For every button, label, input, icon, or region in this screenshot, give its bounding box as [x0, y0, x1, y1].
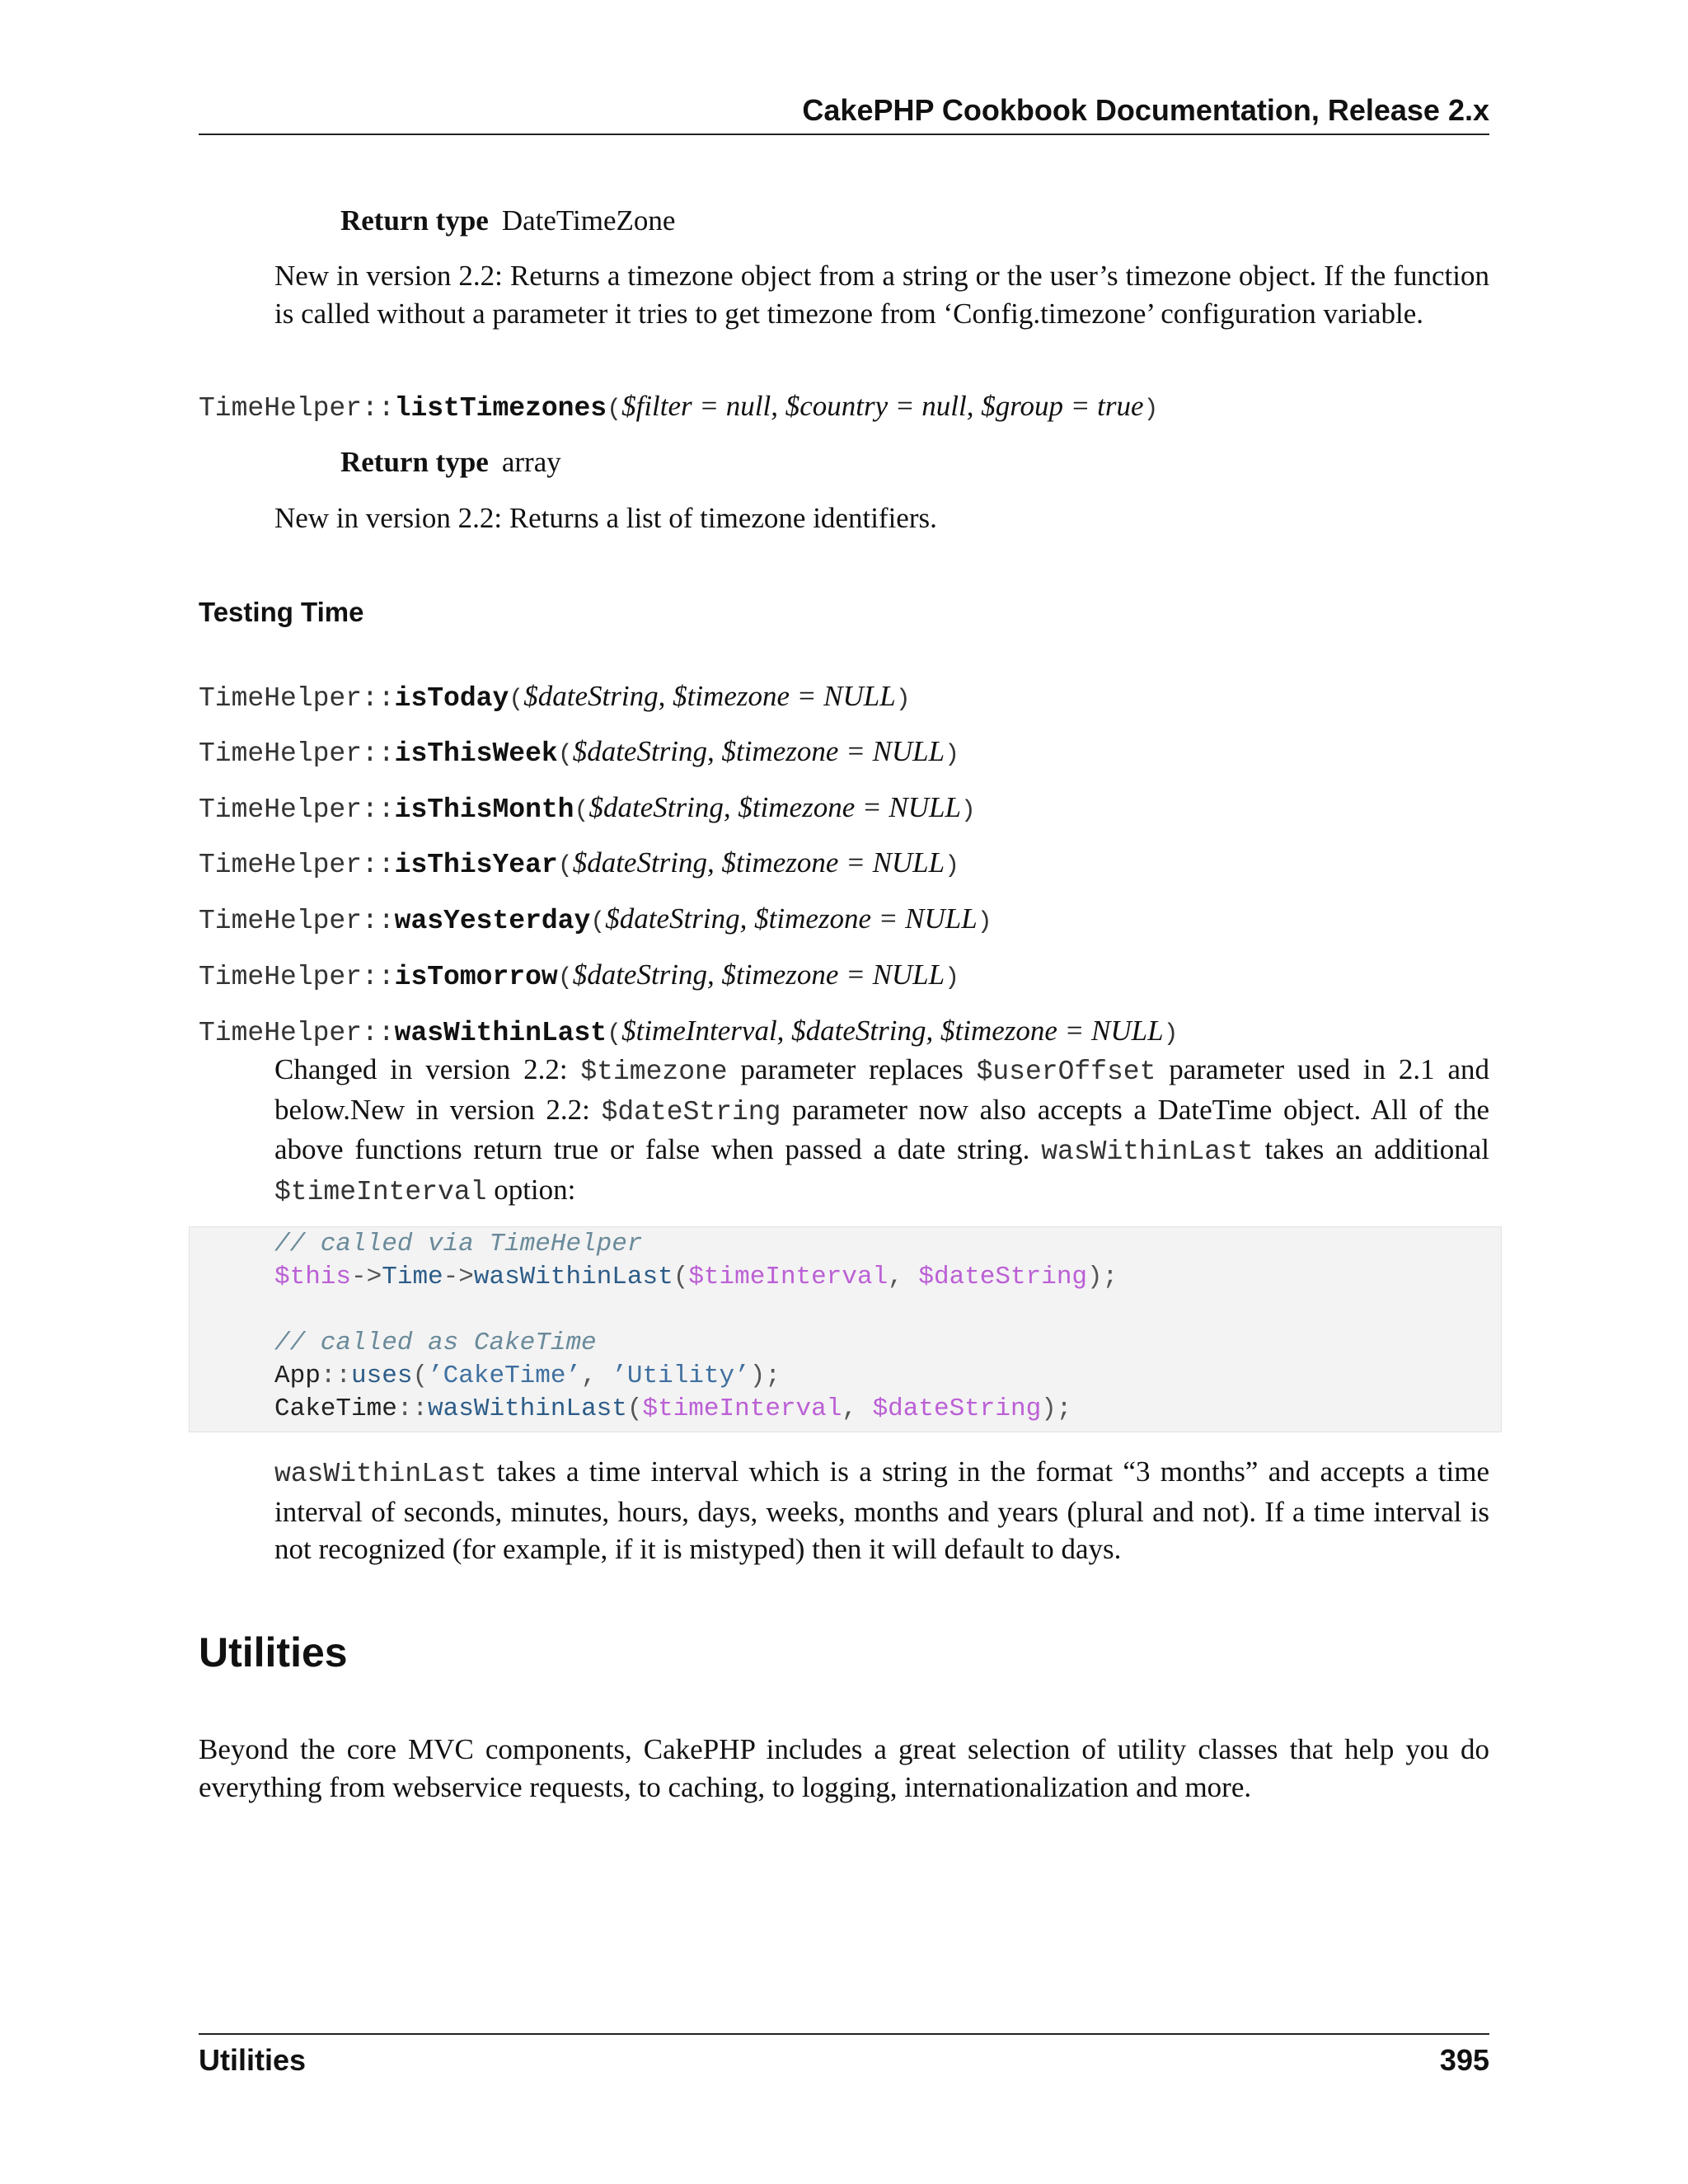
class-name: TimeHelper::: [199, 738, 395, 769]
signature-isThisMonth: [199, 789, 976, 830]
code-token: ’Utility’: [612, 1361, 750, 1390]
close-paren: ): [1163, 1020, 1179, 1048]
code-token: ,: [888, 1263, 919, 1291]
inline-code: $timeInterval: [274, 1176, 487, 1207]
code-token: ::: [396, 1394, 429, 1423]
code-line: [274, 1360, 1118, 1393]
class-name: TimeHelper::: [199, 850, 395, 880]
code-token: );: [1087, 1263, 1118, 1291]
close-paren: ): [977, 908, 992, 936]
code-token: );: [749, 1361, 781, 1390]
method-name: isTomorrow: [394, 962, 558, 992]
code-token: ->: [443, 1263, 474, 1291]
code-block-content: [274, 1228, 1118, 1426]
open-paren: (: [574, 797, 589, 825]
code-token: App: [274, 1361, 321, 1390]
signature-isThisWeek: [199, 733, 959, 774]
method-args: $dateString, $timezone = NULL: [572, 846, 945, 879]
code-line: [274, 1261, 1118, 1294]
class-name: TimeHelper::: [199, 683, 395, 714]
inline-code: $timezone: [580, 1057, 728, 1087]
return-type-label: Return type: [340, 204, 489, 237]
code-token: ,: [842, 1394, 873, 1423]
class-name: TimeHelper::: [199, 1018, 395, 1048]
code-token: $this: [274, 1263, 352, 1291]
inline-code: $dateString: [601, 1096, 781, 1127]
note-text: Changed in version 2.2:: [274, 1053, 581, 1085]
method-name: isThisYear: [394, 850, 558, 880]
code-token: wasWithinLast: [473, 1263, 673, 1291]
signature-isTomorrow: [199, 956, 959, 997]
code-token: (: [412, 1361, 429, 1390]
method-args: $dateString, $timezone = NULL: [572, 735, 945, 767]
changed-in-version-note: [274, 1051, 1489, 1211]
method-name: isToday: [394, 683, 509, 714]
signature-listTimezones: [199, 387, 1159, 429]
method-name: wasWithinLast: [394, 1018, 607, 1048]
code-line-blank: [274, 1294, 1118, 1327]
time-interval-description: [274, 1453, 1489, 1568]
code-token: (: [673, 1263, 689, 1291]
open-paren: (: [557, 741, 573, 769]
code-token: uses: [351, 1361, 413, 1390]
code-token: $timeInterval: [642, 1394, 842, 1423]
signature-wasYesterday: [199, 900, 992, 941]
code-token: (: [626, 1394, 643, 1423]
code-line: [274, 1327, 1118, 1360]
return-type-value: DateTimeZone: [501, 204, 676, 237]
note-text: parameter now also accepts a DateTime object. All of the above functions return true or false when passed a date string.: [274, 1093, 1489, 1165]
method-args: $dateString, $timezone = NULL: [588, 791, 961, 823]
signature-wasWithinLast: [199, 1012, 1179, 1053]
note-text: parameter replaces: [727, 1053, 977, 1085]
open-paren: (: [509, 686, 524, 714]
close-paren: ): [1143, 396, 1159, 424]
code-comment: // called as CakeTime: [274, 1329, 597, 1357]
inline-code: $userOffset: [976, 1057, 1156, 1087]
class-name: TimeHelper::: [199, 794, 395, 825]
code-token: $dateString: [918, 1263, 1088, 1291]
note-text: option:: [486, 1173, 576, 1206]
class-name: TimeHelper::: [199, 906, 395, 936]
method-name: isThisMonth: [394, 794, 574, 825]
open-paren: (: [607, 396, 622, 424]
code-token: ::: [320, 1361, 352, 1390]
code-token: $timeInterval: [688, 1263, 889, 1291]
code-token: wasWithinLast: [428, 1394, 627, 1423]
method-args: $dateString, $timezone = NULL: [523, 680, 896, 712]
code-token: CakeTime: [274, 1394, 397, 1423]
note-text: parameter used in 2.1 and below.New in version 2.2:: [274, 1053, 1489, 1126]
class-name: TimeHelper::: [199, 962, 395, 992]
close-paren: ): [960, 797, 976, 825]
method-name: wasYesterday: [394, 906, 591, 936]
footer-section-name: Utilities: [199, 2043, 307, 2077]
inline-code: wasWithinLast: [1041, 1137, 1254, 1167]
open-paren: (: [607, 1020, 622, 1048]
footer-rule: [199, 2033, 1489, 2035]
method-name: isThisWeek: [394, 738, 558, 769]
utilities-intro: Beyond the core MVC components, CakePHP includes a great selection of utility classes that help you do everything from webservice requests, to caching, to logging, internationalization and more.: [199, 1733, 1489, 1803]
method-args: $dateString, $timezone = NULL: [605, 902, 978, 935]
close-paren: ): [945, 964, 960, 992]
code-comment: // called via TimeHelper: [274, 1230, 643, 1258]
code-token: ->: [351, 1263, 382, 1291]
running-header: CakePHP Cookbook Documentation, Release 2.x: [802, 93, 1489, 127]
page-number: 395: [1439, 2043, 1489, 2077]
code-line: [274, 1393, 1118, 1426]
code-line: [274, 1228, 1118, 1261]
close-paren: ): [945, 741, 960, 769]
signature-isToday: [199, 677, 911, 719]
return-type-timezone: [340, 202, 675, 240]
return-type-label: Return type: [340, 446, 489, 478]
open-paren: (: [557, 964, 573, 992]
timezone-list-description: New in version 2.2: Returns a list of timezone identifiers.: [274, 502, 937, 534]
timezone-description: New in version 2.2: Returns a timezone object from a string or the user’s timezone object. If the function is called without a parameter it tries to get timezone from ‘Config.timezone’ configuration variable.: [274, 260, 1489, 330]
code-token: ,: [581, 1361, 612, 1390]
code-token: $dateString: [872, 1394, 1042, 1423]
close-paren: ): [895, 686, 911, 714]
code-token: ’CakeTime’: [428, 1361, 582, 1390]
open-paren: (: [590, 908, 606, 936]
paragraph-text: takes a time interval which is a string in the format “3 months” and accepts a time interval of seconds, minutes, hours, days, weeks, months and years (plural and not). If a time interval is not recognized (for example, if it is mistyped) then it will default to days.: [274, 1455, 1489, 1565]
note-text: takes an additional: [1253, 1133, 1489, 1165]
close-paren: ): [945, 852, 960, 880]
method-name: listTimezones: [394, 393, 607, 424]
utilities-heading: Utilities: [199, 1629, 348, 1675]
return-type-value: array: [501, 446, 561, 478]
method-args: $filter = null, $country = null, $group = true: [621, 390, 1144, 422]
header-rule: [199, 134, 1489, 135]
inline-code: wasWithinLast: [274, 1459, 487, 1489]
testing-time-heading: Testing Time: [199, 597, 364, 627]
code-token: );: [1041, 1394, 1072, 1423]
open-paren: (: [557, 852, 573, 880]
return-type-array: [340, 443, 561, 481]
signature-isThisYear: [199, 844, 959, 885]
code-token: Time: [382, 1263, 443, 1291]
method-args: $dateString, $timezone = NULL: [572, 958, 945, 991]
method-args: $timeInterval, $dateString, $timezone = NULL: [621, 1015, 1164, 1047]
class-name: TimeHelper::: [199, 393, 395, 424]
